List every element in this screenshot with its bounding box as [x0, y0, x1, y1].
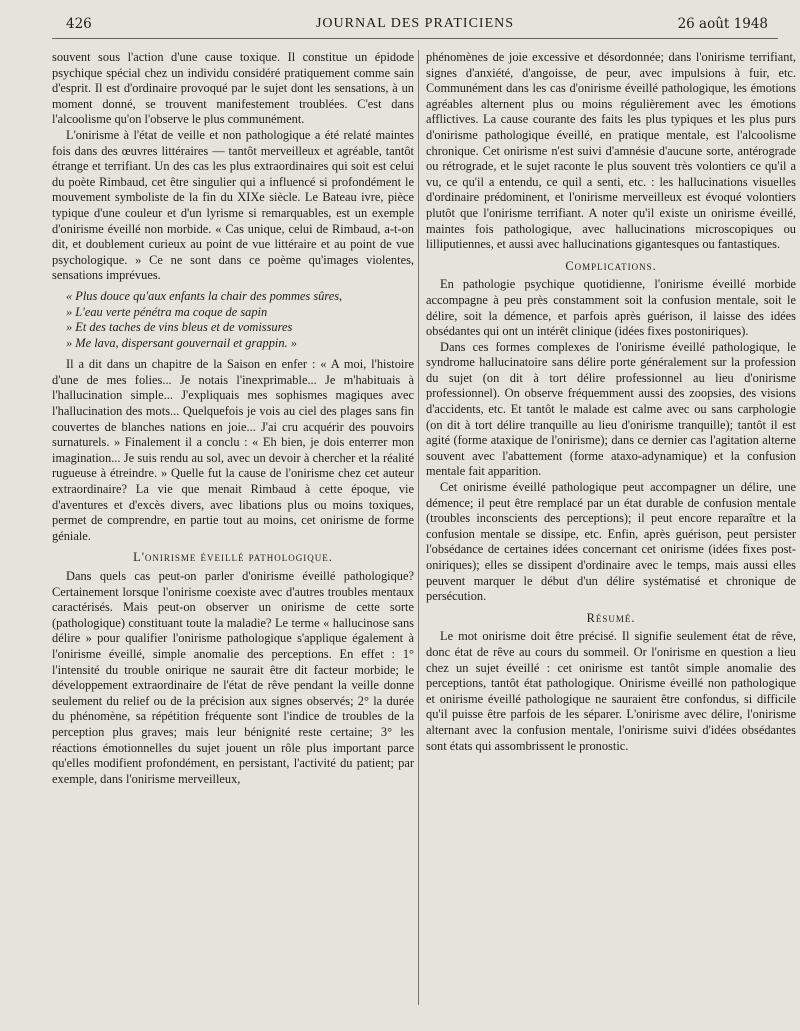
issue-date: 26 août 1948: [677, 16, 768, 32]
page-number: 426: [66, 16, 92, 32]
poem-line: » Me lava, dispersant gouvernail et grappin. »: [66, 335, 297, 350]
paragraph: Il a dit dans un chapitre de la Saison en enfer : « A moi, l'histoire d'une de mes folies... Je notais l'inexprimable... Je m'habituais à l'hallucination simple... J'expliquais mes sophismes magiques avec l'hallucination des mots... Quelquefois je vois au ciel des plages sans fin couvertes de blanches nations en joie... J'ai cru acquérir des pouvoirs surnaturels. » Finalement il a conclu : « Eh bien, je dois enterrer mon imagination... Je suis rendu au sol, avec un devoir à chercher et la réalité rugueuse à étreindre. » Quelle fut la cause de l'onirisme chez cet auteur extraordinaire? La vie que menait Rimbaud à cette époque, vie d'aventures et d'excès divers, avec libations plus ou moins toxiques, permet de comprendre, en partie tout au moins, cet onirisme de forme géniale.: [52, 357, 414, 543]
poem-quote: [52, 289, 414, 351]
section-heading: Complications.: [565, 258, 657, 273]
paragraph: souvent sous l'action d'une cause toxique. Il constitue un épidode psychique spécial chez un individu considéré pratiquement comme sain d'esprit. Il est d'ordinaire provoqué par le sujet dont les sensations, à un moment donné, se trouvent manifestement troublées. C'est dans l'alcoolisme qu'on l'observe le plus communément.: [52, 50, 414, 127]
paragraph: Dans ces formes complexes de l'onirisme éveillé pathologique, le syndrome hallucinatoire sans délire porte généralement sur la profession du sujet (on dit à tort délire professionnel au lieu d'onirisme professionnel). On observe fréquemment aussi des zoopsies, des visions d'accidents, etc. Et tantôt le malade est calme avec ou sans carphologie (on dit à tort délire tranquille au lieu d'onirisme tranquille); tantôt il est agité (forme ataxique de l'onirisme); dans ce dernier cas l'agitation alterne souvent avec l'abattement (forme ataxo-adynamique) et la confusion mentale fait apparition.: [426, 339, 796, 479]
section-heading: Résumé.: [586, 610, 636, 625]
section-heading: L'onirisme éveillé pathologique.: [133, 550, 333, 565]
poem-line: « Plus douce qu'aux enfants la chair des pommes sûres,: [66, 288, 343, 303]
journal-title: JOURNAL DES PRATICIENS: [315, 16, 515, 31]
paragraph: L'onirisme à l'état de veille et non pathologique a été relaté maintes fois dans des œuvres littéraires — tantôt merveilleux et agréable, tantôt étrange et terrifiant. Un des cas les plus extraordinaires qui soit est celui du poète Rimbaud, cet être singulier qui a influencé si profondément le mouvement symboliste de la fin du XIXe siècle. Le Bateau ivre, pièce typique d'une couleur et d'un lyrisme si remarquables, est un exemple d'onirisme éveillé non morbide. « Cas unique, celui de Rimbaud, a-t-on dit, et doublement curieux au point de vue littéraire et au point de vue psychologique. » Ce ne sont dans ce poème qu'images violentes, sensations imprévues.: [52, 127, 414, 283]
paragraph: En pathologie psychique quotidienne, l'onirisme éveillé morbide accompagne à peu près constamment soit la confusion mentale, soit le délire, soit la démence, et parfois après guérison, il laisse des idées obsédantes qui ont un intérêt clinique (idées fixes postoniriques).: [426, 277, 796, 339]
paragraph: Le mot onirisme doit être précisé. Il signifie seulement état de rêve, donc état de rêve au cours du sommeil. Or l'onirisme en question a lieu chez un sujet éveillé : cet onirisme est tantôt simple anomalie des perceptions, tantôt état pathologique. Onirisme éveillé non pathologique et onirisme éveillé pathologique ne sauraient être confondus, si difficile qu'il puisse être parfois de les séparer. L'onirisme avec délire, l'onirisme alternant avec la confusion mentale, l'onirisme suivi d'idées obsédantes sont états qui assombrissent le pronostic.: [426, 629, 796, 753]
left-column: [52, 50, 414, 787]
paragraph: Dans quels cas peut-on parler d'onirisme éveillé pathologique? Certainement lorsque l'onirisme coexiste avec d'autres troubles mentaux caractérisés. Mais peut-on observer un onirisme de cette sorte (pathologique) constituant toute la maladie? Le terme « hallucinose sans délire » pour qualifier l'onirisme pathologique s'applique également à l'onirisme éveillé, simple anomalie des perceptions. En effet : 1° l'intensité du trouble onirique ne saurait être dit facteur morbide; le développement extraordinaire de l'état de rêve pendant la veille donne seulement du relief ou de la précision aux signes observés; 2° la durée du phénomène, sa répétition fréquente sont l'indice de troubles de la perception plus graves; mais leur bénignité reste certaine; 3° les réactions émotionnelles du sujet jouent un rôle plus important parce qu'elles modifient profondément, en persistant, l'activité du patient; par exemple, dans l'onirisme merveilleux,: [52, 569, 414, 786]
running-header: [52, 14, 778, 39]
right-column: [426, 50, 796, 754]
poem-line: » L'eau verte pénétra ma coque de sapin: [66, 304, 268, 319]
poem-line: » Et des taches de vins bleus et de vomissures: [66, 320, 293, 335]
text-columns: [52, 50, 796, 1031]
paragraph: Cet onirisme éveillé pathologique peut accompagner un délire, une démence; il peut être remplacé par un état durable de confusion mentale (troubles inconscients des perceptions); il peut encore reparaître et la confusion mentale se dissipe, etc. Enfin, après guérison, peut persister l'obsédance de certaines idées concernant cet onirisme (idées fixes post-oniriques); elles se dissipent d'ordinaire avec le temps, mais aussi elles peuvent marquer le début d'un délire systématisé et chronique de persécution.: [426, 480, 796, 604]
paragraph: phénomènes de joie excessive et désordonnée; dans l'onirisme terrifiant, signes d'anxiété, d'angoisse, de peur, avec impulsions à fuir, etc. Communément dans les cas d'onirisme éveillé pathologique, les émotions agréables alternent plus ou moins régulièrement avec les émotions afflictives. La cause courante des faits les plus typiques et les plus purs d'onirisme pathologique éveillé, en pratique mentale, est l'alcoolisme chronique. Cet onirisme n'est suivi d'amnésie d'aucune sorte, antérograde ou rétrograde, et le sujet raconte le plus souvent très volontiers ce qu'il a vu, ce qu'il a entendu, ce quil a senti, etc. : les hallucinations visuelles d'ordinaire prédominent, et l'onirisme merveilleux est évoqué volontiers plutôt que l'onirisme terrifiant. A noter qu'il existe un onirisme éveillé, maintes fois pathologique, avec hallucinations microscopiques ou lilliputiennes, et aussi avec hallucinations gigantesques ou fantastiques.: [426, 50, 796, 252]
